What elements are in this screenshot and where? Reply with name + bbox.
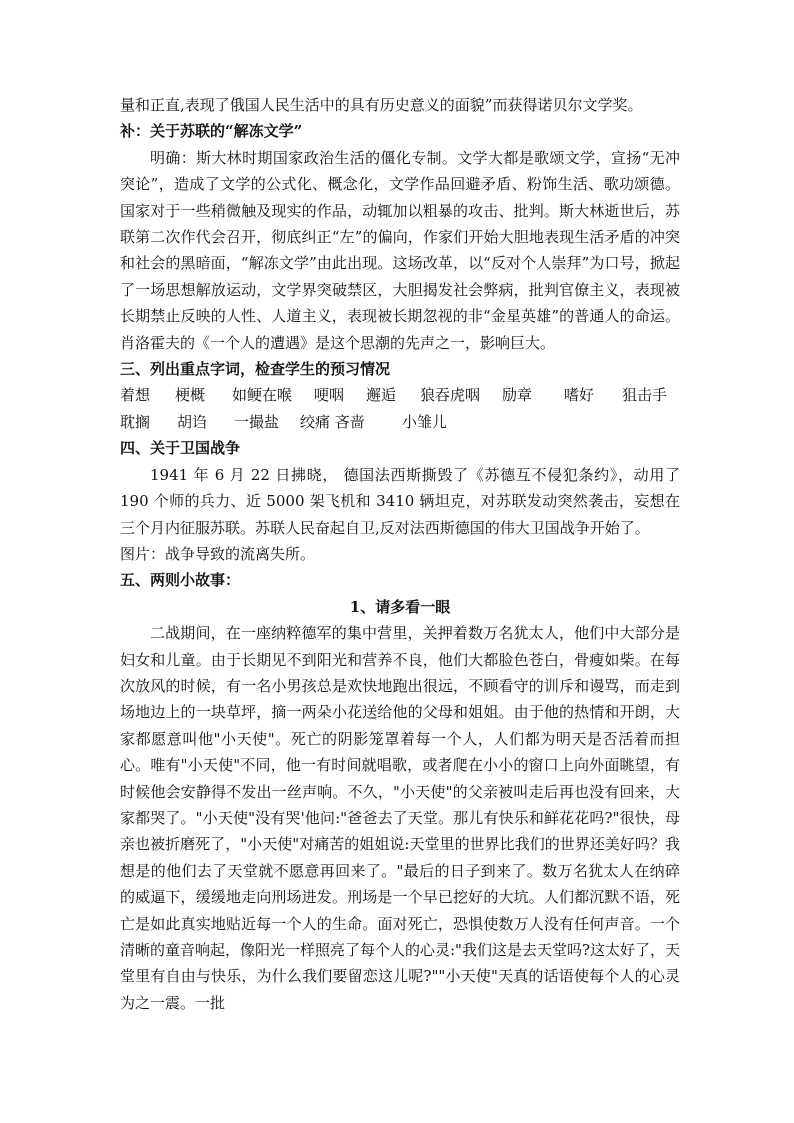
heading-thaw-literature: 补：关于苏联的“解冻文学”: [120, 122, 303, 141]
story-title: 1、请多看一眼: [349, 597, 451, 616]
continued-line: 量和正直,表现了俄国人民生活中的具有历史意义的面貌”而获得诺贝尔文学奖。: [120, 96, 643, 114]
vocab-word: 哽咽: [314, 386, 345, 405]
vocab-word: 邂逅: [366, 386, 397, 405]
vocab-word: 一撮盐: [234, 412, 280, 431]
vocab-word: 狙击手: [622, 386, 668, 405]
vocab-word: 胡诌: [177, 412, 208, 431]
vocabulary-row-2: [120, 409, 680, 435]
vocab-word: 着想: [120, 386, 151, 405]
vocab-word: 狼吞虎咽: [420, 386, 481, 405]
heading-patriotic-war: 四、关于卫国战争: [120, 439, 241, 458]
vocab-word: 小雏儿: [402, 412, 448, 431]
picture-caption: 图片：战争导致的流离失所。: [120, 544, 316, 563]
thaw-literature-paragraph: 明确：斯大林时期国家政治生活的僵化专制。文学大都是歌颂文学，宣扬“无冲突论”，造成了文学的公式化、概念化，文学作品回避矛盾、粉饰生活、歌功颂德。国家对于一些稍微触及现实的作品，动辄加以粗暴的攻击、批判。斯大林逝世后，苏联第二次作代会召开，彻底纠正“左”的偏向，作家们开始大胆地表现生活矛盾的冲突和社会的黑暗面，“解冻文学”由此出现。这场改革，以“反对个人崇拜”为口号，掀起了一场思想解放运动，文学界突破禁区，大胆揭发社会弊病，批判官僚主义，表现被长期禁止反映的人性、人道主义，表现被长期忽视的非“金星英雄”的普通人的命运。肖洛霍夫的《一个人的遭遇》是这个思潮的先声之一，影响巨大。: [120, 148, 680, 352]
document-page: [120, 92, 680, 1016]
vocabulary-row-1: [120, 382, 680, 408]
story-paragraph: 二战期间，在一座纳粹德军的集中营里，关押着数万名犹太人，他们中大部分是妇女和儿童。由于长期见不到阳光和营养不良，他们大都脸色苍白，骨瘦如柴。在每次放风的时候，有一名小男孩总是欢快地跑出很远，不顾看守的训斥和谩骂，而走到场地边上的一块草坪，摘一两朵小花送给他的父母和姐姐。由于他的热情和开朗，大家都愿意叫他"小天使"。死亡的阴影笼罩着每一个人，人们都为明天是否活着而担心。唯有"小天使"不同，他一有时间就唱歌，或者爬在小小的窗口上向外面眺望，有时候他会安静得不发出一丝声响。不久，"小天使"的父亲被叫走后再也没有回来，大家都哭了。"小天使"没有哭'他问:"爸爸去了天堂。那儿有快乐和鲜花花吗?"很快，母亲也被折磨死了，"小天使"对痛苦的姐姐说:天堂里的世界比我们的世界还美好吗？我想是的他们去了天堂就不愿意再回来了。"最后的日子到来了。数万名犹太人在纳碎的威逼下，缓缓地走向刑场进发。刑场是一个早已挖好的大坑。人们都沉默不语，死亡是如此真实地贴近每一个人的生命。面对死亡，恐惧使数万人没有任何声音。一个清晰的童音响起，像阳光一样照亮了每个人的心灵:"我们这是去天堂吗?这太好了，天堂里有自由与快乐，为什么我们要留恋这儿呢?""小天使"天真的话语使每个人的心灵为之一震。一批: [120, 624, 680, 1012]
vocab-word: 如鲠在喉: [232, 386, 293, 405]
vocab-word: 励章: [502, 386, 533, 405]
vocab-word: 嗜好: [564, 386, 595, 405]
heading-two-stories: 五、两则小故事：: [120, 571, 241, 590]
vocab-word: 耽搁: [120, 412, 151, 431]
heading-vocabulary: 三、列出重点字词，检查学生的预习情况: [120, 360, 391, 379]
patriotic-war-paragraph: 1941 年 6 月 22 日拂晓， 德国法西斯撕毁了《苏德互不侵犯条约》，动用了190 个师的兵力、近 5000 架飞机和 3410 辆坦克，对苏联发动突然袭击，妄想在三个月内征服苏联。苏联人民奋起自卫,反对法西斯德国的伟大卫国战争开始了。: [120, 465, 680, 537]
vocab-word: 绞痛 吝啬: [300, 412, 365, 431]
vocab-word: 梗概: [175, 386, 206, 405]
